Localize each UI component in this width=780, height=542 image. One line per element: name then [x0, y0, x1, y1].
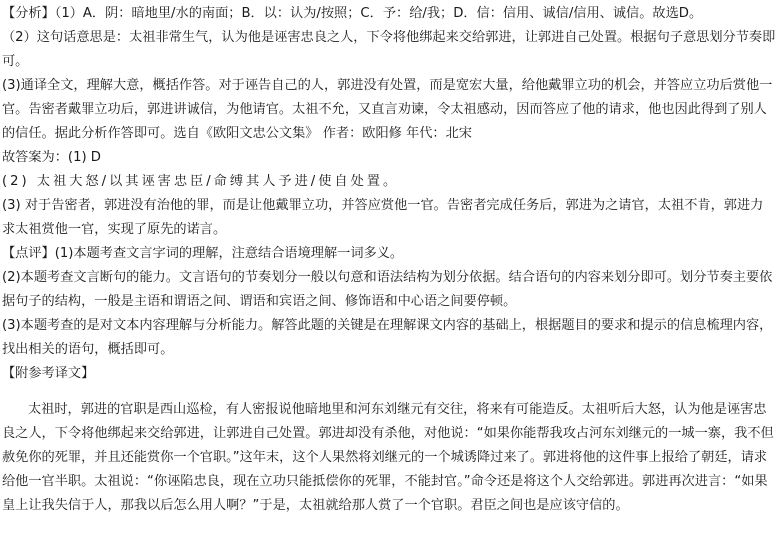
- answer-heading: 故答案为：(1) D: [2, 150, 101, 165]
- translation-heading: 【附参考译文】: [2, 366, 95, 381]
- translation-body: 太祖时，郭进的官职是西山巡检，有人密报说他暗地里和河东刘继元有交往，将来有可能造反。太祖听后大怒，认为他是诬害忠良之人，下令将他绑起来交给郭进，让郭进自己处置。郭进却没有杀他，对他说：“如果你能帮我攻占河东刘继元的一城一寨，我不但赦免你的死罪，并且还能赏你一个官职。”这年末，这个人果然将刘继元的一个城诱降过来了。郭进将他的这件事上报给了朝廷，请求给他一官半职。太祖说：“你诬陷忠良，现在立功只能抵偿你的死罪，不能封官。”命令还是将这个人交给郭进。郭进再次进言：“如果皇上让我失信于人，那我以后怎么用人啊？”于是，太祖就给那人赏了一个官职。君臣之间也是应该守信的。: [2, 402, 774, 513]
- answer-3: (3) 对于告密者，郭进没有治他的罪，而是让他戴罪立功，并答应赏他一官。告密者完成任务后，郭进为之请官，太祖不肯，郭进力求太祖赏他一官，实现了原先的诺言。: [2, 198, 764, 237]
- analysis-paragraph: 【分析】（1）A．阴：暗地里/水的南面；B．以：认为/按照；C．予：给/我；D．信：信用、诚信/信用、诚信。故选D。: [2, 6, 703, 21]
- analysis-paragraph-2: （2）这句话意思是：太祖非常生气，认为他是诬害忠良之人，下令将他绑起来交给郭进，让郭进自己处置。根据句子意思划分节奏即可。: [2, 30, 776, 69]
- comment-2: (2)本题考查文言断句的能力。文言语句的节奏划分一般以句意和语法结构为划分依据。结合语句的内容来划分即可。划分节奏主要依据句子的结构，一般是主语和谓语之间、谓语和宾语之间、修饰语和中心语之间要停顿。: [2, 270, 773, 309]
- comment-3: (3)本题考查的是对文本内容理解与分析能力。解答此题的关键是在理解课文内容的基础上，根据题目的要求和提示的信息梳理内容，找出相关的语句，概括即可。: [2, 318, 773, 357]
- comment-1: 【点评】(1)本题考查文言字词的理解，注意结合语境理解一词多义。: [2, 246, 404, 261]
- analysis-paragraph-3: (3)通译全文，理解大意，概括作答。对于诬告自己的人，郭进没有处置，而是宽宏大量，给他戴罪立功的机会，并答应立功后赏他一官。告密者戴罪立功后，郭进讲诚信，为他请官。太祖不允，又直言劝谏，令太祖感动，因而答应了他的请求，他也因此得到了别人的信任。据此分析作答即可。选自《欧阳文忠公文集》 作者：欧阳修 年代：北宋: [2, 78, 773, 141]
- spacer: [2, 386, 776, 398]
- answer-2: (2) 太祖大怒/以其诬害忠臣/命缚其人予进/使自处置。: [2, 174, 400, 189]
